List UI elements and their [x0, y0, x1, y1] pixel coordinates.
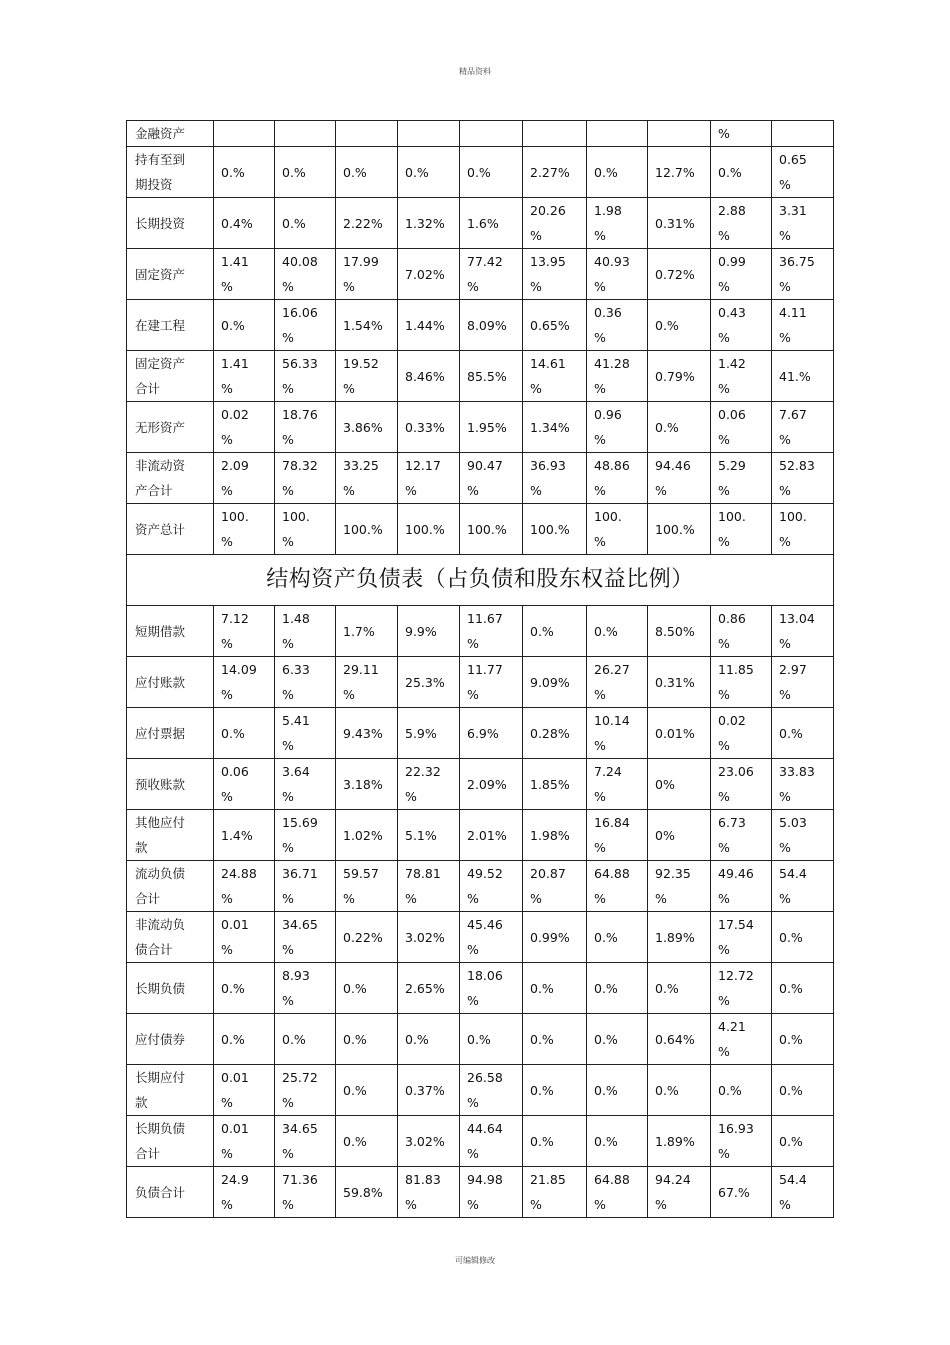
row-label: 负债合计: [127, 1167, 214, 1218]
cell-value: 34.65 %: [275, 1116, 336, 1167]
row-label: 固定资产 合计: [127, 351, 214, 402]
cell-value: 21.85 %: [523, 1167, 587, 1218]
cell-value: 0.%: [214, 147, 275, 198]
cell-value: 7.67 %: [772, 402, 834, 453]
cell-value: 1.34%: [523, 402, 587, 453]
row-label: 持有至到 期投资: [127, 147, 214, 198]
cell-value: 0.%: [398, 1014, 460, 1065]
cell-value: 0.%: [275, 1014, 336, 1065]
cell-value: 20.26 %: [523, 198, 587, 249]
cell-value: 16.84 %: [587, 810, 648, 861]
cell-value: 36.93 %: [523, 453, 587, 504]
row-label: 长期应付 款: [127, 1065, 214, 1116]
cell-value: 0.01 %: [214, 1065, 275, 1116]
cell-value: 54.4 %: [772, 1167, 834, 1218]
cell-value: 0.43 %: [711, 300, 772, 351]
cell-value: [772, 121, 834, 147]
cell-value: [523, 121, 587, 147]
cell-value: 0.01%: [648, 708, 711, 759]
cell-value: 24.88 %: [214, 861, 275, 912]
cell-value: 2.09 %: [214, 453, 275, 504]
cell-value: 10.14 %: [587, 708, 648, 759]
cell-value: 17.99 %: [336, 249, 398, 300]
cell-value: 1.89%: [648, 1116, 711, 1167]
cell-value: 0.%: [587, 606, 648, 657]
cell-value: 0.%: [772, 912, 834, 963]
cell-value: 6.9%: [460, 708, 523, 759]
cell-value: 100.%: [460, 504, 523, 555]
cell-value: 0.06 %: [214, 759, 275, 810]
cell-value: 1.41 %: [214, 351, 275, 402]
cell-value: 5.03 %: [772, 810, 834, 861]
cell-value: 9.9%: [398, 606, 460, 657]
cell-value: 16.93 %: [711, 1116, 772, 1167]
row-label: 其他应付 款: [127, 810, 214, 861]
cell-value: 0.%: [336, 963, 398, 1014]
cell-value: 1.48 %: [275, 606, 336, 657]
cell-value: 3.31 %: [772, 198, 834, 249]
cell-value: 0.%: [587, 912, 648, 963]
cell-value: 0.%: [275, 147, 336, 198]
cell-value: 9.09%: [523, 657, 587, 708]
cell-value: 8.09%: [460, 300, 523, 351]
cell-value: 25.72 %: [275, 1065, 336, 1116]
cell-value: 100.%: [336, 504, 398, 555]
row-label: 短期借款: [127, 606, 214, 657]
cell-value: 3.02%: [398, 912, 460, 963]
cell-value: 12.17 %: [398, 453, 460, 504]
section-divider: [127, 555, 834, 606]
row-label: 流动负债 合计: [127, 861, 214, 912]
table-row: [127, 861, 834, 912]
cell-value: 1.6%: [460, 198, 523, 249]
cell-value: 0.%: [523, 1116, 587, 1167]
row-label: 非流动资 产合计: [127, 453, 214, 504]
cell-value: 0.31%: [648, 198, 711, 249]
cell-value: 92.35 %: [648, 861, 711, 912]
table-row: [127, 1065, 834, 1116]
cell-value: 0.%: [587, 1116, 648, 1167]
cell-value: 8.46%: [398, 351, 460, 402]
cell-value: 12.7%: [648, 147, 711, 198]
cell-value: 7.02%: [398, 249, 460, 300]
cell-value: 1.95%: [460, 402, 523, 453]
cell-value: 0.33%: [398, 402, 460, 453]
row-label: 应付票据: [127, 708, 214, 759]
cell-value: 0.4%: [214, 198, 275, 249]
cell-value: 45.46 %: [460, 912, 523, 963]
cell-value: 6.33 %: [275, 657, 336, 708]
cell-value: 0.%: [587, 1065, 648, 1116]
cell-value: 36.71 %: [275, 861, 336, 912]
cell-value: 0.64%: [648, 1014, 711, 1065]
cell-value: 100. %: [772, 504, 834, 555]
cell-value: 2.97 %: [772, 657, 834, 708]
cell-value: 23.06 %: [711, 759, 772, 810]
cell-value: 78.81 %: [398, 861, 460, 912]
row-label: 在建工程: [127, 300, 214, 351]
cell-value: 71.36 %: [275, 1167, 336, 1218]
table-row: [127, 606, 834, 657]
cell-value: 20.87 %: [523, 861, 587, 912]
table-row: [127, 912, 834, 963]
cell-value: 0.%: [648, 300, 711, 351]
cell-value: 0.37%: [398, 1065, 460, 1116]
cell-value: 0.02 %: [711, 708, 772, 759]
cell-value: 2.09%: [460, 759, 523, 810]
cell-value: 13.95 %: [523, 249, 587, 300]
balance-sheet-table: [126, 120, 834, 1218]
cell-value: 0.%: [587, 963, 648, 1014]
cell-value: 0.31%: [648, 657, 711, 708]
cell-value: 59.57 %: [336, 861, 398, 912]
row-label: 应付债券: [127, 1014, 214, 1065]
page-header: 精品资料: [459, 67, 491, 76]
table-row: [127, 810, 834, 861]
cell-value: 2.27%: [523, 147, 587, 198]
cell-value: [587, 121, 648, 147]
cell-value: 59.8%: [336, 1167, 398, 1218]
cell-value: [460, 121, 523, 147]
cell-value: 77.42 %: [460, 249, 523, 300]
cell-value: 0.65%: [523, 300, 587, 351]
cell-value: [336, 121, 398, 147]
cell-value: 7.24 %: [587, 759, 648, 810]
table-row: [127, 1014, 834, 1065]
cell-value: 26.58 %: [460, 1065, 523, 1116]
cell-value: 0%: [648, 810, 711, 861]
cell-value: 0.22%: [336, 912, 398, 963]
row-label: 长期负债: [127, 963, 214, 1014]
cell-value: 5.29 %: [711, 453, 772, 504]
cell-value: 0.%: [214, 963, 275, 1014]
cell-value: 8.50%: [648, 606, 711, 657]
row-label: 长期负债 合计: [127, 1116, 214, 1167]
cell-value: 0.%: [523, 963, 587, 1014]
row-label: 固定资产: [127, 249, 214, 300]
cell-value: 0.%: [587, 147, 648, 198]
cell-value: 94.24 %: [648, 1167, 711, 1218]
cell-value: 1.85%: [523, 759, 587, 810]
table-row: [127, 147, 834, 198]
row-label: 预收账款: [127, 759, 214, 810]
section-title: 结构资产负债表（占负债和股东权益比例）: [127, 555, 834, 606]
table-row: [127, 963, 834, 1014]
cell-value: 0.99%: [523, 912, 587, 963]
cell-value: 1.89%: [648, 912, 711, 963]
cell-value: 0.%: [523, 606, 587, 657]
cell-value: 0.99 %: [711, 249, 772, 300]
cell-value: 0%: [648, 759, 711, 810]
cell-value: 0.%: [772, 1116, 834, 1167]
row-label: 无形资产: [127, 402, 214, 453]
cell-value: 0.%: [772, 1014, 834, 1065]
cell-value: 15.69 %: [275, 810, 336, 861]
cell-value: 1.54%: [336, 300, 398, 351]
cell-value: 4.21 %: [711, 1014, 772, 1065]
cell-value: 13.04 %: [772, 606, 834, 657]
cell-value: 40.08 %: [275, 249, 336, 300]
cell-value: 90.47 %: [460, 453, 523, 504]
cell-value: 33.83 %: [772, 759, 834, 810]
cell-value: 11.67 %: [460, 606, 523, 657]
cell-value: [648, 121, 711, 147]
table-row: [127, 249, 834, 300]
cell-value: 0.%: [772, 963, 834, 1014]
cell-value: 14.61 %: [523, 351, 587, 402]
table-row: [127, 504, 834, 555]
cell-value: 1.32%: [398, 198, 460, 249]
cell-value: 7.12 %: [214, 606, 275, 657]
cell-value: 2.22%: [336, 198, 398, 249]
cell-value: 1.41 %: [214, 249, 275, 300]
cell-value: 3.18%: [336, 759, 398, 810]
cell-value: 36.75 %: [772, 249, 834, 300]
cell-value: 56.33 %: [275, 351, 336, 402]
cell-value: 52.83 %: [772, 453, 834, 504]
cell-value: 41.%: [772, 351, 834, 402]
cell-value: 49.52 %: [460, 861, 523, 912]
cell-value: 4.11 %: [772, 300, 834, 351]
cell-value: 94.98 %: [460, 1167, 523, 1218]
cell-value: 100.%: [648, 504, 711, 555]
cell-value: 33.25 %: [336, 453, 398, 504]
cell-value: 0.%: [711, 1065, 772, 1116]
cell-value: 100. %: [711, 504, 772, 555]
cell-value: 85.5%: [460, 351, 523, 402]
cell-value: 41.28 %: [587, 351, 648, 402]
cell-value: 94.46 %: [648, 453, 711, 504]
cell-value: 0.01 %: [214, 912, 275, 963]
cell-value: 64.88 %: [587, 1167, 648, 1218]
row-label: 非流动负 债合计: [127, 912, 214, 963]
cell-value: 0.65 %: [772, 147, 834, 198]
cell-value: 6.73 %: [711, 810, 772, 861]
cell-value: 22.32 %: [398, 759, 460, 810]
cell-value: 19.52 %: [336, 351, 398, 402]
cell-value: 14.09 %: [214, 657, 275, 708]
cell-value: 0.72%: [648, 249, 711, 300]
cell-value: 100.%: [398, 504, 460, 555]
cell-value: 18.06 %: [460, 963, 523, 1014]
cell-value: 0.%: [336, 1014, 398, 1065]
cell-value: %: [711, 121, 772, 147]
cell-value: 0.02 %: [214, 402, 275, 453]
cell-value: 2.65%: [398, 963, 460, 1014]
cell-value: 11.77 %: [460, 657, 523, 708]
page-footer: 可编辑修改: [455, 1256, 495, 1265]
row-label: 资产总计: [127, 504, 214, 555]
cell-value: 2.01%: [460, 810, 523, 861]
cell-value: 12.72 %: [711, 963, 772, 1014]
table-row: [127, 708, 834, 759]
cell-value: 1.7%: [336, 606, 398, 657]
cell-value: 5.1%: [398, 810, 460, 861]
cell-value: 3.64 %: [275, 759, 336, 810]
cell-value: 16.06 %: [275, 300, 336, 351]
row-label: 金融资产: [127, 121, 214, 147]
cell-value: 78.32 %: [275, 453, 336, 504]
cell-value: 24.9 %: [214, 1167, 275, 1218]
table-row: [127, 402, 834, 453]
cell-value: 1.98%: [523, 810, 587, 861]
cell-value: 100. %: [587, 504, 648, 555]
cell-value: 8.93 %: [275, 963, 336, 1014]
table-row: [127, 1167, 834, 1218]
row-label: 长期投资: [127, 198, 214, 249]
cell-value: 0.01 %: [214, 1116, 275, 1167]
cell-value: 0.%: [336, 147, 398, 198]
cell-value: 26.27 %: [587, 657, 648, 708]
cell-value: 67.%: [711, 1167, 772, 1218]
cell-value: 5.9%: [398, 708, 460, 759]
cell-value: 0.%: [275, 198, 336, 249]
cell-value: 81.83 %: [398, 1167, 460, 1218]
cell-value: 1.98 %: [587, 198, 648, 249]
cell-value: [275, 121, 336, 147]
table-row: [127, 453, 834, 504]
cell-value: 0.%: [214, 708, 275, 759]
cell-value: 5.41 %: [275, 708, 336, 759]
cell-value: [214, 121, 275, 147]
cell-value: 0.%: [398, 147, 460, 198]
table-row: [127, 1116, 834, 1167]
cell-value: 0.%: [523, 1065, 587, 1116]
table-row: [127, 121, 834, 147]
cell-value: 100. %: [214, 504, 275, 555]
cell-value: 64.88 %: [587, 861, 648, 912]
table-row: [127, 351, 834, 402]
cell-value: 0.%: [648, 402, 711, 453]
table-row: [127, 759, 834, 810]
cell-value: 1.44%: [398, 300, 460, 351]
table-row: [127, 300, 834, 351]
cell-value: 0.06 %: [711, 402, 772, 453]
cell-value: 0.%: [772, 1065, 834, 1116]
cell-value: 44.64 %: [460, 1116, 523, 1167]
cell-value: 0.%: [214, 1014, 275, 1065]
cell-value: 25.3%: [398, 657, 460, 708]
cell-value: 0.%: [523, 1014, 587, 1065]
cell-value: 0.28%: [523, 708, 587, 759]
cell-value: 3.86%: [336, 402, 398, 453]
cell-value: 0.%: [336, 1065, 398, 1116]
cell-value: 0.36 %: [587, 300, 648, 351]
cell-value: [398, 121, 460, 147]
cell-value: 0.%: [460, 147, 523, 198]
cell-value: 9.43%: [336, 708, 398, 759]
cell-value: 17.54 %: [711, 912, 772, 963]
cell-value: 0.79%: [648, 351, 711, 402]
cell-value: 49.46 %: [711, 861, 772, 912]
liability-section: [127, 606, 834, 1218]
cell-value: 18.76 %: [275, 402, 336, 453]
row-label: 应付账款: [127, 657, 214, 708]
cell-value: 0.96 %: [587, 402, 648, 453]
cell-value: 100.%: [523, 504, 587, 555]
cell-value: 34.65 %: [275, 912, 336, 963]
cell-value: 0.%: [648, 1065, 711, 1116]
cell-value: 54.4 %: [772, 861, 834, 912]
asset-section: [127, 121, 834, 555]
cell-value: 1.02%: [336, 810, 398, 861]
cell-value: 1.42 %: [711, 351, 772, 402]
cell-value: 11.85 %: [711, 657, 772, 708]
table-row: [127, 657, 834, 708]
cell-value: 0.%: [214, 300, 275, 351]
cell-value: 100. %: [275, 504, 336, 555]
cell-value: 3.02%: [398, 1116, 460, 1167]
cell-value: 0.%: [772, 708, 834, 759]
cell-value: 29.11 %: [336, 657, 398, 708]
section-title-row: [127, 555, 834, 606]
cell-value: 0.%: [648, 963, 711, 1014]
cell-value: 1.4%: [214, 810, 275, 861]
cell-value: 2.88 %: [711, 198, 772, 249]
cell-value: 0.%: [711, 147, 772, 198]
cell-value: 0.%: [460, 1014, 523, 1065]
cell-value: 40.93 %: [587, 249, 648, 300]
cell-value: 0.%: [336, 1116, 398, 1167]
cell-value: 48.86 %: [587, 453, 648, 504]
cell-value: 0.86 %: [711, 606, 772, 657]
table-row: [127, 198, 834, 249]
cell-value: 0.%: [587, 1014, 648, 1065]
